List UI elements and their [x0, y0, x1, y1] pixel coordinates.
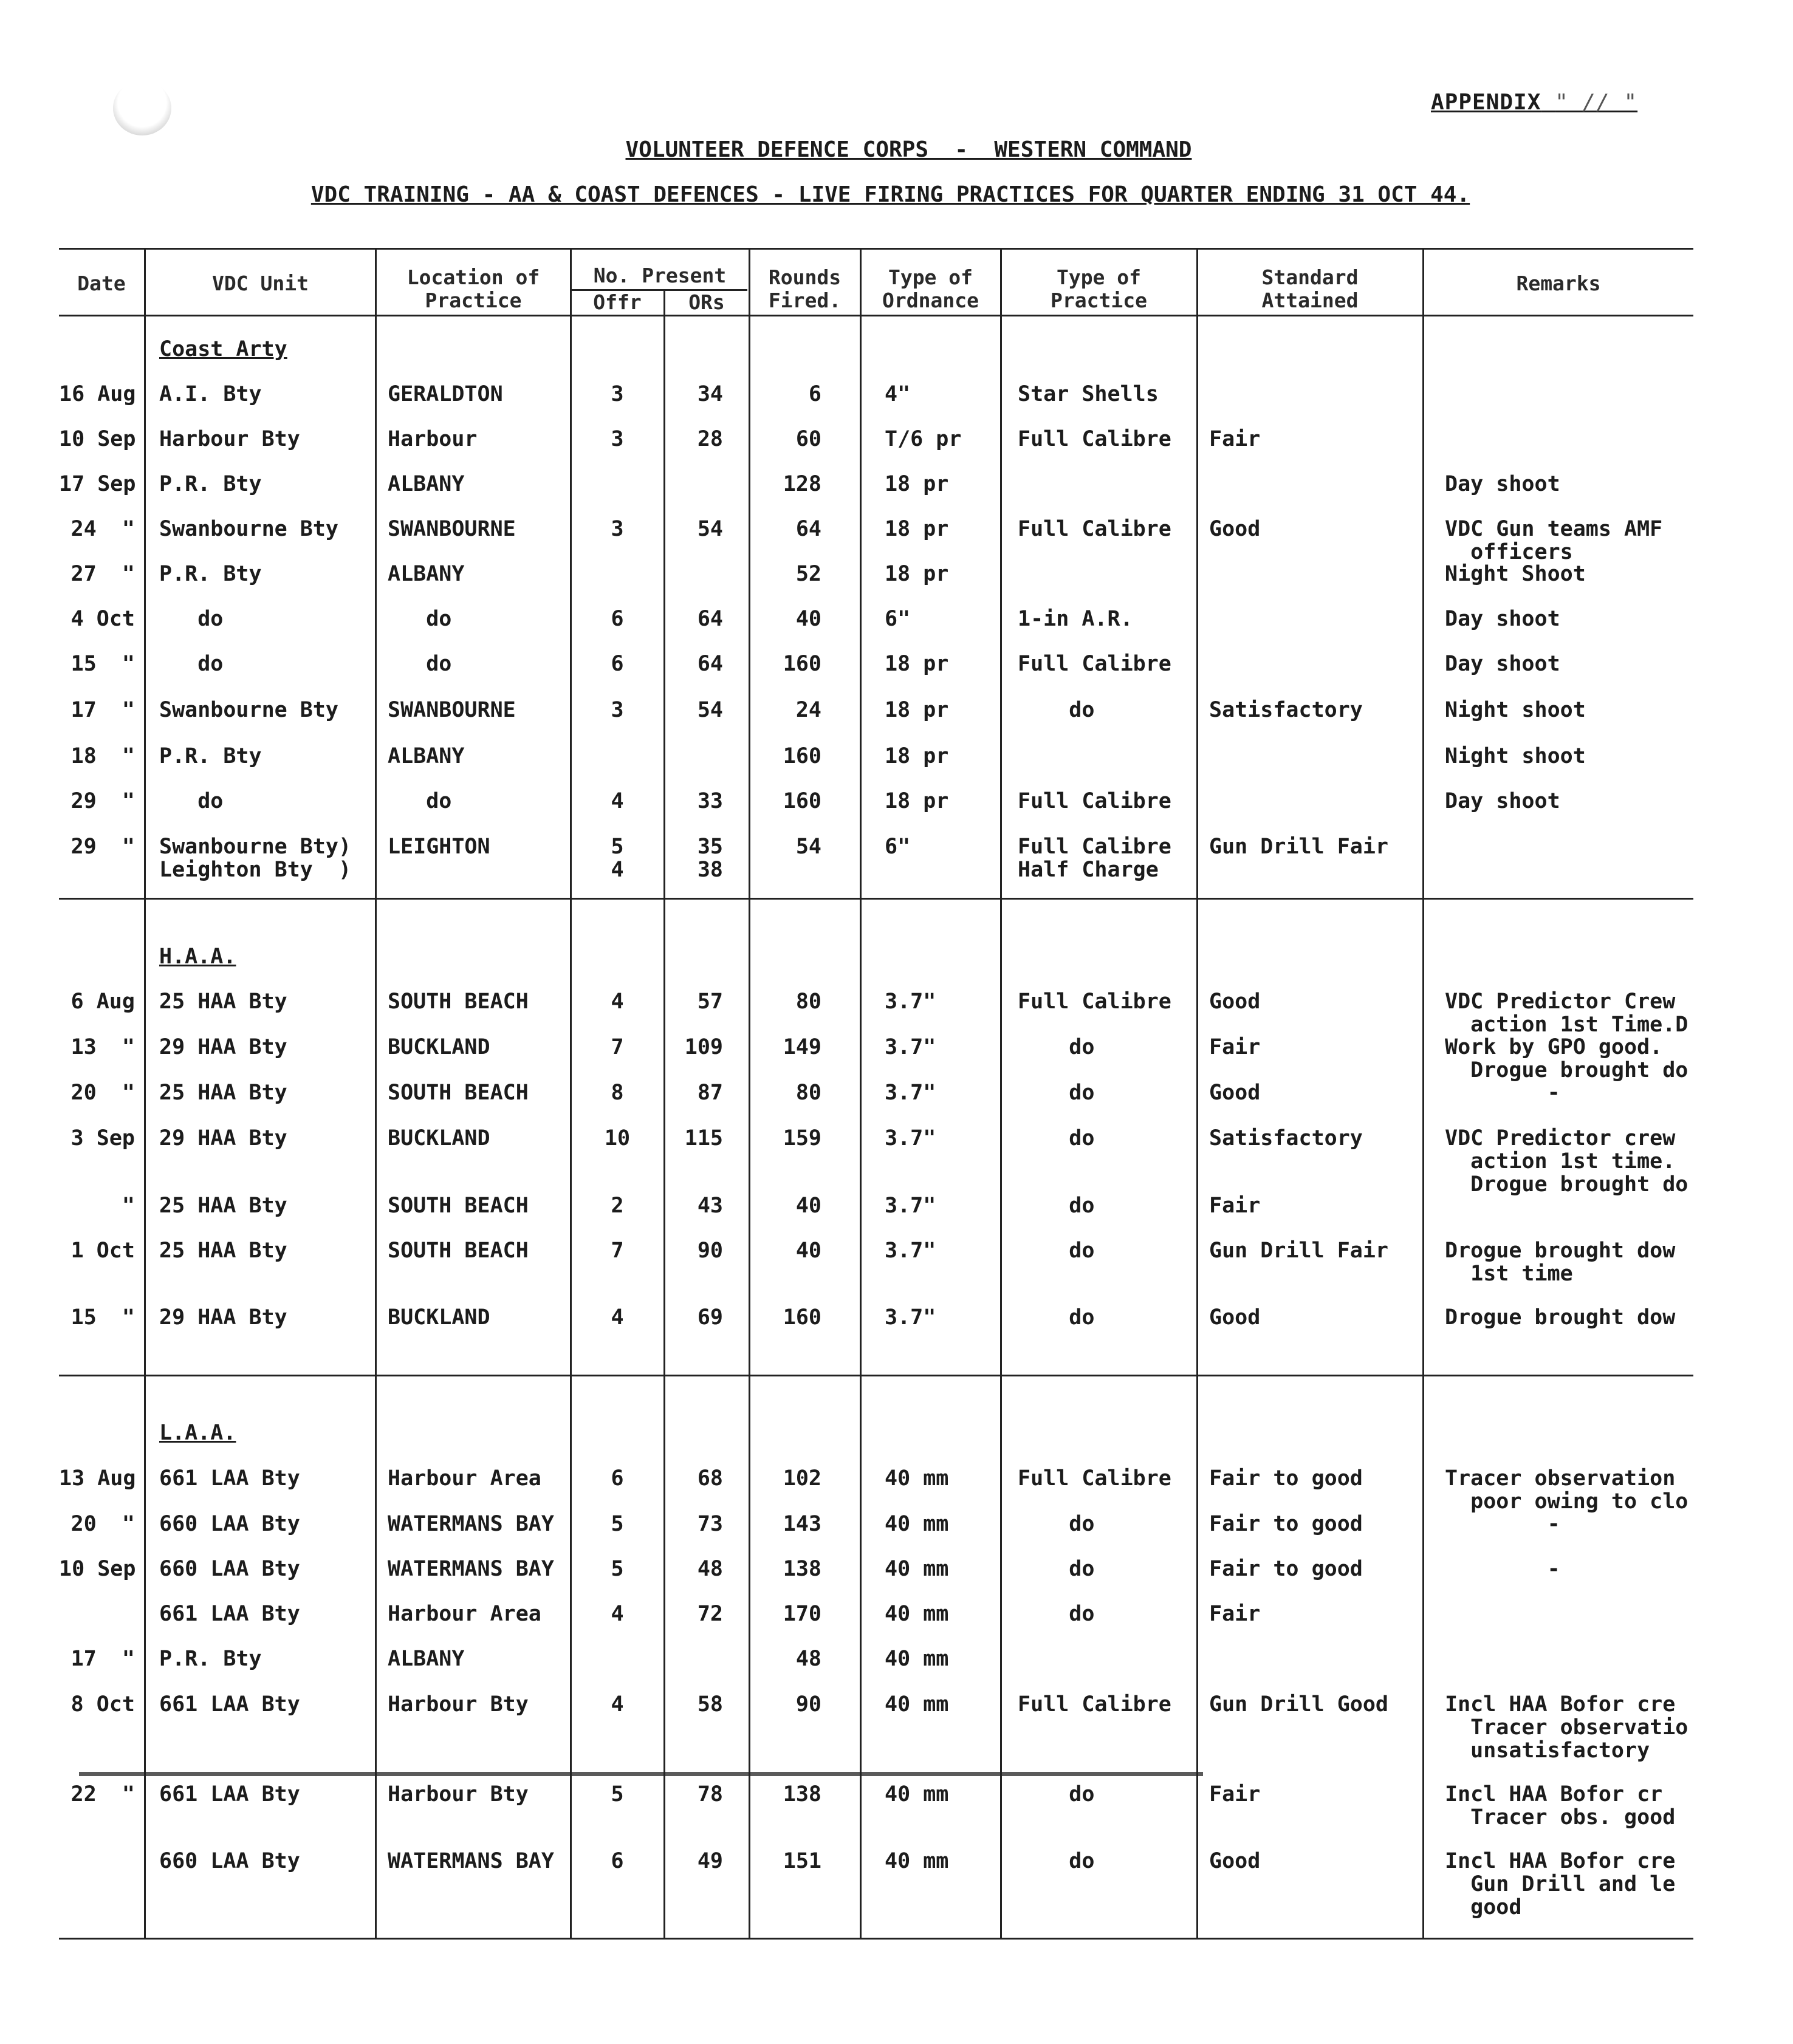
cell-standard: Fair — [1209, 1782, 1261, 1806]
cell-date: 3 Sep — [70, 1126, 135, 1150]
cell-rounds: 6 — [808, 382, 821, 406]
cell-offrs: 10 — [604, 1126, 631, 1150]
cell-standard: Gun Drill Fair — [1209, 835, 1389, 859]
cell-ors: 109 — [684, 1035, 723, 1059]
cell-date: 17 " — [70, 698, 135, 722]
cell-practice: Full Calibre — [1018, 990, 1171, 1014]
cell-rounds: 151 — [783, 1849, 821, 1873]
cell-rounds: 160 — [783, 744, 821, 768]
cell-rounds: 54 — [795, 835, 821, 859]
cell-ordnance: 18 pr — [885, 744, 949, 768]
cell-unit: 661 LAA Bty — [159, 1782, 300, 1806]
column-divider — [1422, 248, 1424, 1938]
cell-unit: 25 HAA Bty — [159, 990, 287, 1014]
cell-rounds: 170 — [783, 1602, 821, 1626]
cell-unit: 660 LAA Bty — [159, 1849, 300, 1873]
header-ors: ORs — [688, 290, 725, 314]
cell-unit: 661 LAA Bty — [159, 1466, 300, 1491]
cell-practice: do — [1018, 1305, 1095, 1330]
cell-location: Harbour Area — [388, 1466, 541, 1491]
cell-offrs: 6 — [611, 1849, 624, 1873]
cell-location: do — [388, 607, 452, 631]
cell-standard: Gun Drill Fair — [1209, 1239, 1389, 1263]
cell-standard: Good — [1209, 1081, 1261, 1105]
cell-standard: Good — [1209, 990, 1261, 1014]
cell-location: WATERMANS BAY — [388, 1557, 554, 1581]
cell-standard: Fair — [1209, 427, 1261, 451]
cell-remarks: Day shoot — [1445, 472, 1560, 496]
cell-ors: 68 — [697, 1466, 723, 1491]
cell-rounds: 149 — [783, 1035, 821, 1059]
cell-practice: do — [1018, 1035, 1095, 1059]
cell-rounds: 40 — [795, 607, 821, 631]
cell-practice: do — [1018, 1512, 1095, 1536]
cell-remarks: Night shoot — [1445, 698, 1586, 722]
cell-remarks: Day shoot — [1445, 789, 1560, 813]
cell-ordnance: 3.7" — [885, 1305, 936, 1330]
cell-ors: 49 — [697, 1849, 723, 1873]
appendix-label: APPENDIX " // " — [1431, 90, 1638, 115]
cell-ors: 54 — [697, 698, 723, 722]
cell-remarks: - — [1445, 1081, 1560, 1105]
cell-offrs: 4 — [611, 789, 624, 813]
cell-practice: Star Shells — [1018, 382, 1159, 406]
cell-date: 13 " — [70, 1035, 135, 1059]
cell-date: 1 Oct — [70, 1239, 135, 1263]
cell-ordnance: T/6 pr — [885, 427, 962, 451]
cell-rounds: 48 — [795, 1647, 821, 1671]
cell-ordnance: 18 pr — [885, 698, 949, 722]
cell-practice: do — [1018, 1602, 1095, 1626]
cell-rounds: 40 — [795, 1239, 821, 1263]
cell-offrs: 4 — [611, 1692, 624, 1717]
header-ordnance: Type of Ordnance — [882, 265, 979, 312]
cell-ors: 28 — [697, 427, 723, 451]
cell-location: BUCKLAND — [388, 1126, 490, 1150]
header-unit: VDC Unit — [212, 272, 309, 295]
cell-unit: P.R. Bty — [159, 472, 262, 496]
cell-practice: do — [1018, 1194, 1095, 1218]
cell-date: 15 " — [70, 652, 135, 676]
cell-ors: 78 — [697, 1782, 723, 1806]
cell-offrs: 5 — [611, 1782, 624, 1806]
cell-rounds: 64 — [795, 517, 821, 541]
cell-practice: do — [1018, 1849, 1095, 1873]
cell-practice: Full Calibre — [1018, 1466, 1171, 1491]
cell-ordnance: 3.7" — [885, 1126, 936, 1150]
header-date: Date — [77, 272, 126, 295]
cell-ors: 57 — [697, 990, 723, 1014]
cell-practice: 1-in A.R. — [1018, 607, 1133, 631]
header-location: Location of Practice — [406, 265, 540, 312]
cell-unit: 661 LAA Bty — [159, 1692, 300, 1717]
header-offrs: Offr — [593, 290, 642, 314]
document-subtitle: VDC TRAINING - AA & COAST DEFENCES - LIVE FIRING PRACTICES FOR QUARTER ENDING 31 OCT 44. — [310, 182, 1470, 207]
cell-practice: do — [1018, 1081, 1095, 1105]
cell-practice: do — [1018, 1557, 1095, 1581]
cell-ors: 34 — [697, 382, 723, 406]
cell-unit: 25 HAA Bty — [159, 1194, 287, 1218]
cell-practice: Full Calibre Half Charge — [1018, 835, 1171, 882]
section-divider-2 — [59, 1375, 1693, 1376]
cell-remarks: Incl HAA Bofor cre Tracer observatio unsatisfactory — [1445, 1692, 1688, 1763]
cell-ors: 64 — [697, 652, 723, 676]
cell-offrs: 4 — [611, 1602, 624, 1626]
cell-offrs: 8 — [611, 1081, 624, 1105]
cell-unit: 660 LAA Bty — [159, 1557, 300, 1581]
cell-location: Harbour Area — [388, 1602, 541, 1626]
cell-unit: 25 HAA Bty — [159, 1081, 287, 1105]
cell-ors: 58 — [697, 1692, 723, 1717]
cell-ordnance: 40 mm — [885, 1512, 949, 1536]
cell-rounds: 80 — [795, 1081, 821, 1105]
section-heading: Coast Arty — [159, 337, 287, 361]
cell-unit: do — [159, 652, 224, 676]
cell-remarks: - — [1445, 1512, 1560, 1536]
cell-location: WATERMANS BAY — [388, 1849, 554, 1873]
cell-location: Harbour Bty — [388, 1692, 529, 1717]
cell-ordnance: 6" — [885, 835, 911, 859]
cell-unit: 29 HAA Bty — [159, 1035, 287, 1059]
cell-date: 6 Aug — [70, 990, 135, 1014]
cell-offrs: 7 — [611, 1035, 624, 1059]
cell-rounds: 128 — [783, 472, 821, 496]
header-present: No. Present — [593, 264, 727, 287]
cell-ordnance: 3.7" — [885, 1081, 936, 1105]
cell-offrs: 7 — [611, 1239, 624, 1263]
cell-rounds: 160 — [783, 789, 821, 813]
section-divider-1 — [59, 898, 1693, 900]
cell-location: SOUTH BEACH — [388, 1194, 529, 1218]
cell-remarks: Incl HAA Bofor cr Tracer obs. good — [1445, 1782, 1676, 1830]
cell-location: WATERMANS BAY — [388, 1512, 554, 1536]
cell-unit: 29 HAA Bty — [159, 1126, 287, 1150]
cell-practice: Full Calibre — [1018, 427, 1171, 451]
cell-practice: Full Calibre — [1018, 789, 1171, 813]
cell-standard: Fair to good — [1209, 1466, 1363, 1491]
cell-offrs: 4 — [611, 990, 624, 1014]
cell-unit: Swanbourne Bty — [159, 517, 339, 541]
cell-ors: 87 — [697, 1081, 723, 1105]
cell-location: SOUTH BEACH — [388, 1239, 529, 1263]
cell-ors: 54 — [697, 517, 723, 541]
cell-offrs: 6 — [611, 652, 624, 676]
cell-offrs: 3 — [611, 427, 624, 451]
cell-unit: 29 HAA Bty — [159, 1305, 287, 1330]
cell-unit: Harbour Bty — [159, 427, 300, 451]
cell-ordnance: 18 pr — [885, 562, 949, 586]
cell-date: 16 Aug — [59, 382, 136, 406]
section-heading: L.A.A. — [159, 1421, 236, 1445]
cell-ordnance: 4" — [885, 382, 911, 406]
header-bottom-rule — [59, 315, 1693, 316]
cell-rounds: 160 — [783, 652, 821, 676]
cell-practice: Full Calibre — [1018, 517, 1171, 541]
cell-unit: P.R. Bty — [159, 744, 262, 768]
cell-ors: 48 — [697, 1557, 723, 1581]
cell-practice: do — [1018, 698, 1095, 722]
cell-practice: Full Calibre — [1018, 652, 1171, 676]
cell-date: 29 " — [70, 789, 135, 813]
cell-offrs: 5 4 — [611, 835, 624, 882]
cell-unit: A.I. Bty — [159, 382, 262, 406]
cell-ors: 35 38 — [697, 835, 723, 882]
cell-standard: Fair to good — [1209, 1557, 1363, 1581]
cell-date: 20 " — [70, 1081, 135, 1105]
cell-offrs: 5 — [611, 1557, 624, 1581]
row-smudge-line — [79, 1772, 1203, 1776]
table-bottom-rule — [59, 1938, 1693, 1940]
cell-rounds: 159 — [783, 1126, 821, 1150]
cell-location: do — [388, 652, 452, 676]
cell-ors: 90 — [697, 1239, 723, 1263]
cell-ors: 72 — [697, 1602, 723, 1626]
cell-standard: Good — [1209, 1305, 1261, 1330]
cell-unit: 660 LAA Bty — [159, 1512, 300, 1536]
cell-ors: 33 — [697, 789, 723, 813]
cell-offrs: 3 — [611, 698, 624, 722]
cell-date: 10 Sep — [59, 1557, 136, 1581]
document-title: VOLUNTEER DEFENCE CORPS - WESTERN COMMAND — [625, 137, 1192, 162]
header-rounds: Rounds Fired. — [768, 265, 842, 312]
cell-rounds: 24 — [795, 698, 821, 722]
cell-ordnance: 40 mm — [885, 1602, 949, 1626]
header-standard: Standard Attained — [1261, 265, 1359, 312]
cell-ordnance: 40 mm — [885, 1647, 949, 1671]
cell-standard: Fair — [1209, 1035, 1261, 1059]
cell-ordnance: 3.7" — [885, 1035, 936, 1059]
cell-practice: do — [1018, 1126, 1095, 1150]
cell-location: ALBANY — [388, 1647, 465, 1671]
cell-date: 10 Sep — [59, 427, 136, 451]
cell-rounds: 102 — [783, 1466, 821, 1491]
cell-unit: P.R. Bty — [159, 562, 262, 586]
cell-standard: Good — [1209, 517, 1261, 541]
cell-standard: Fair — [1209, 1194, 1261, 1218]
cell-date: 29 " — [70, 835, 135, 859]
cell-ors: 69 — [697, 1305, 723, 1330]
cell-ordnance: 3.7" — [885, 990, 936, 1014]
cell-remarks: Tracer observation poor owing to clo — [1445, 1466, 1688, 1514]
cell-unit: do — [159, 789, 224, 813]
cell-ors: 43 — [697, 1194, 723, 1218]
cell-unit: P.R. Bty — [159, 1647, 262, 1671]
cell-ordnance: 18 pr — [885, 517, 949, 541]
cell-location: SOUTH BEACH — [388, 1081, 529, 1105]
cell-location: ALBANY — [388, 472, 465, 496]
cell-ors: 64 — [697, 607, 723, 631]
cell-practice: do — [1018, 1239, 1095, 1263]
cell-standard: Good — [1209, 1849, 1261, 1873]
cell-date: " — [122, 1194, 135, 1218]
cell-remarks: VDC Predictor Crew action 1st Time.D — [1445, 990, 1688, 1037]
cell-date: 4 Oct — [70, 607, 135, 631]
cell-offrs: 6 — [611, 1466, 624, 1491]
cell-remarks: Work by GPO good. Drogue brought do — [1445, 1035, 1688, 1082]
cell-rounds: 80 — [795, 990, 821, 1014]
cell-ordnance: 40 mm — [885, 1466, 949, 1491]
cell-remarks: Night Shoot — [1445, 562, 1586, 586]
cell-remarks: Incl HAA Bofor cre Gun Drill and le good — [1445, 1849, 1676, 1919]
column-divider — [375, 248, 377, 1938]
cell-location: SWANBOURNE — [388, 517, 516, 541]
cell-remarks: VDC Gun teams AMF officers — [1445, 517, 1663, 564]
cell-standard: Fair — [1209, 1602, 1261, 1626]
cell-date: 17 Sep — [59, 472, 136, 496]
cell-unit: Swanbourne Bty — [159, 698, 339, 722]
cell-rounds: 138 — [783, 1782, 821, 1806]
cell-practice: Full Calibre — [1018, 1692, 1171, 1717]
cell-ordnance: 3.7" — [885, 1239, 936, 1263]
cell-location: LEIGHTON — [388, 835, 490, 859]
cell-date: 24 " — [70, 517, 135, 541]
cell-location: do — [388, 789, 452, 813]
cell-date: 15 " — [70, 1305, 135, 1330]
cell-date: 20 " — [70, 1512, 135, 1536]
cell-standard: Fair to good — [1209, 1512, 1363, 1536]
cell-ordnance: 40 mm — [885, 1557, 949, 1581]
cell-location: BUCKLAND — [388, 1305, 490, 1330]
cell-standard: Satisfactory — [1209, 1126, 1363, 1150]
cell-unit: 25 HAA Bty — [159, 1239, 287, 1263]
cell-remarks: Night shoot — [1445, 744, 1586, 768]
cell-rounds: 60 — [795, 427, 821, 451]
cell-rounds: 52 — [795, 562, 821, 586]
cell-unit: 661 LAA Bty — [159, 1602, 300, 1626]
cell-location: Harbour Bty — [388, 1782, 529, 1806]
cell-offrs: 5 — [611, 1512, 624, 1536]
cell-unit: Swanbourne Bty) Leighton Bty ) — [159, 835, 352, 882]
cell-date: 13 Aug — [59, 1466, 136, 1491]
cell-remarks: Drogue brought dow — [1445, 1305, 1676, 1330]
cell-standard: Gun Drill Good — [1209, 1692, 1389, 1717]
cell-unit: do — [159, 607, 224, 631]
cell-location: BUCKLAND — [388, 1035, 490, 1059]
punch-hole — [113, 81, 171, 135]
cell-remarks: Day shoot — [1445, 607, 1560, 631]
column-divider — [144, 248, 146, 1938]
cell-ors: 73 — [697, 1512, 723, 1536]
cell-rounds: 40 — [795, 1194, 821, 1218]
cell-ordnance: 40 mm — [885, 1692, 949, 1717]
cell-ordnance: 40 mm — [885, 1782, 949, 1806]
cell-date: 22 " — [70, 1782, 135, 1806]
cell-location: GERALDTON — [388, 382, 503, 406]
cell-location: SWANBOURNE — [388, 698, 516, 722]
cell-date: 18 " — [70, 744, 135, 768]
cell-rounds: 138 — [783, 1557, 821, 1581]
cell-remarks: VDC Predictor crew action 1st time. Drogue brought do — [1445, 1126, 1688, 1197]
cell-rounds: 90 — [795, 1692, 821, 1717]
cell-location: Harbour — [388, 427, 478, 451]
cell-offrs: 3 — [611, 517, 624, 541]
cell-rounds: 160 — [783, 1305, 821, 1330]
section-heading: H.A.A. — [159, 945, 236, 969]
cell-location: SOUTH BEACH — [388, 990, 529, 1014]
cell-remarks: Drogue brought dow 1st time — [1445, 1239, 1676, 1286]
cell-rounds: 143 — [783, 1512, 821, 1536]
cell-offrs: 2 — [611, 1194, 624, 1218]
cell-ordnance: 18 pr — [885, 789, 949, 813]
cell-practice: do — [1018, 1782, 1095, 1806]
cell-location: ALBANY — [388, 744, 465, 768]
column-divider — [1000, 248, 1002, 1938]
header-remarks: Remarks — [1516, 272, 1601, 295]
cell-date: 17 " — [70, 1647, 135, 1671]
cell-remarks: - — [1445, 1557, 1560, 1581]
cell-offrs: 4 — [611, 1305, 624, 1330]
cell-ordnance: 18 pr — [885, 472, 949, 496]
cell-ordnance: 18 pr — [885, 652, 949, 676]
column-divider — [860, 248, 862, 1938]
cell-standard: Satisfactory — [1209, 698, 1363, 722]
cell-location: ALBANY — [388, 562, 465, 586]
cell-offrs: 6 — [611, 607, 624, 631]
header-practice: Type of Practice — [1051, 265, 1147, 312]
cell-remarks: Day shoot — [1445, 652, 1560, 676]
cell-date: 8 Oct — [70, 1692, 135, 1717]
cell-ordnance: 3.7" — [885, 1194, 936, 1218]
cell-ordnance: 40 mm — [885, 1849, 949, 1873]
table-top-rule — [59, 248, 1693, 250]
column-divider — [1196, 248, 1198, 1938]
cell-offrs: 3 — [611, 382, 624, 406]
cell-ordnance: 6" — [885, 607, 911, 631]
cell-ors: 115 — [684, 1126, 723, 1150]
cell-date: 27 " — [70, 562, 135, 586]
